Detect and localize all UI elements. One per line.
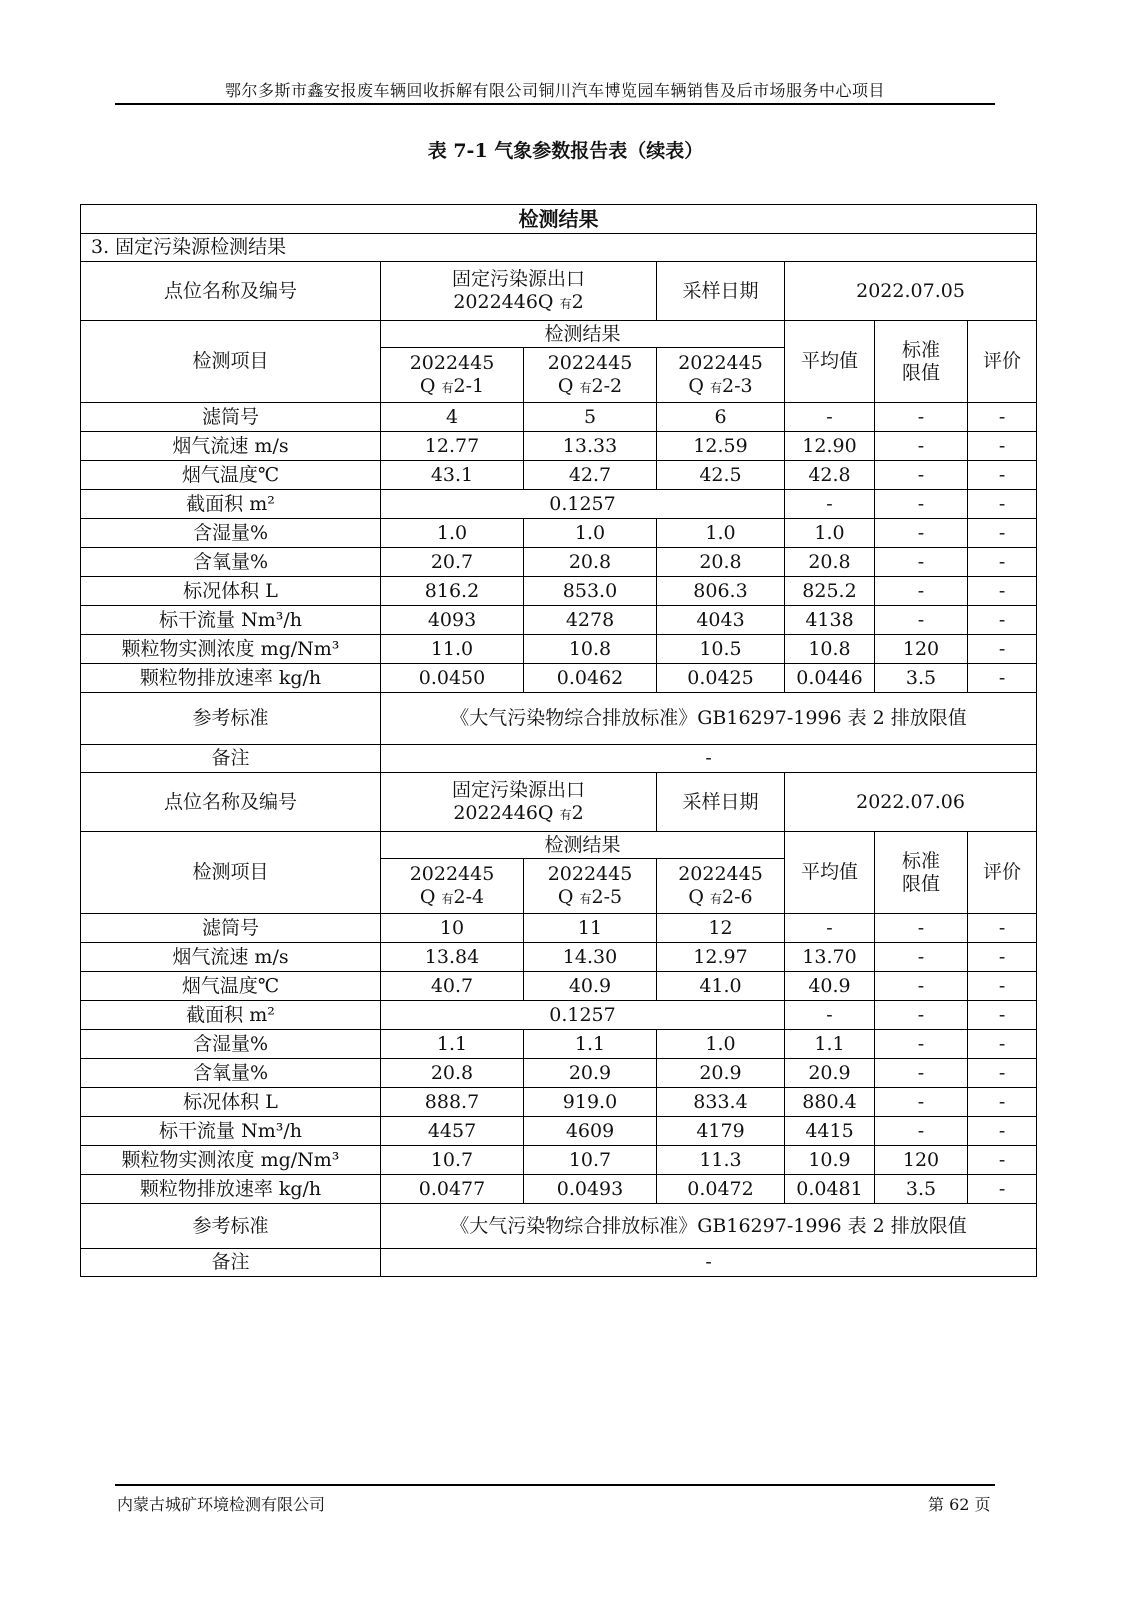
row-average: 825.2 [785, 577, 875, 606]
row-value: 40.9 [524, 972, 657, 1001]
sampling-date-value: 2022.07.06 [785, 773, 1037, 832]
row-value: 4093 [381, 606, 524, 635]
reference-value: 《大气污染物综合排放标准》GB16297-1996 表 2 排放限值 [381, 693, 1037, 745]
sample-code-cell [381, 859, 524, 914]
table-row [81, 943, 1037, 972]
row-value: 5 [524, 403, 657, 432]
row-evaluation: - [968, 972, 1037, 1001]
row-item: 颗粒物实测浓度 mg/Nm³ [81, 1146, 381, 1175]
row-value: 10.8 [524, 635, 657, 664]
sample-subscript: 有 [441, 381, 454, 395]
sample-code-cell [657, 348, 785, 403]
row-average: - [785, 914, 875, 943]
row-limit: - [875, 943, 968, 972]
row-value: 0.0472 [657, 1175, 785, 1204]
reference-value: 《大气污染物综合排放标准》GB16297-1996 表 2 排放限值 [381, 1204, 1037, 1249]
row-item: 颗粒物实测浓度 mg/Nm³ [81, 635, 381, 664]
sample-q: Q [688, 375, 704, 397]
table-row [81, 606, 1037, 635]
row-value: 0.0425 [657, 664, 785, 693]
sample-code: 2022445 [678, 863, 763, 886]
limit-header-line1: 标准 [901, 338, 940, 361]
row-limit: - [875, 914, 968, 943]
table-row [81, 1175, 1037, 1204]
table-row [81, 461, 1037, 490]
row-value: 40.7 [381, 972, 524, 1001]
row-average: 4138 [785, 606, 875, 635]
row-limit: - [875, 606, 968, 635]
sample-q: Q [557, 886, 574, 908]
row-value: 0.0477 [381, 1175, 524, 1204]
row-value: 816.2 [381, 577, 524, 606]
results-header: 检测结果 [381, 321, 785, 348]
table-row [81, 519, 1037, 548]
row-value: 4278 [524, 606, 657, 635]
sample-code-cell [524, 348, 657, 403]
row-average: 10.8 [785, 635, 875, 664]
row-value: 12.97 [657, 943, 785, 972]
evaluation-header: 评价 [968, 832, 1037, 914]
row-value: 4 [381, 403, 524, 432]
row-limit: - [875, 548, 968, 577]
limit-header-line1: 标准 [901, 849, 940, 872]
row-limit: 120 [875, 1146, 968, 1175]
row-average: 12.90 [785, 432, 875, 461]
row-value: 20.8 [524, 548, 657, 577]
row-evaluation: - [968, 1175, 1037, 1204]
row-limit: - [875, 403, 968, 432]
sample-code: 2022445 [547, 863, 633, 886]
row-item: 烟气温度℃ [81, 461, 381, 490]
site-code-suffix: 2 [571, 802, 584, 824]
row-value: 14.30 [524, 943, 657, 972]
row-evaluation: - [968, 943, 1037, 972]
row-average: 0.0481 [785, 1175, 875, 1204]
sampling-date-label: 采样日期 [657, 262, 785, 321]
sampling-date-value: 2022.07.05 [785, 262, 1037, 321]
row-value: 11.0 [381, 635, 524, 664]
sample-code-cell [381, 348, 524, 403]
average-header: 平均值 [785, 321, 875, 403]
row-value: 0.0493 [524, 1175, 657, 1204]
row-evaluation: - [968, 577, 1037, 606]
table-row [81, 1059, 1037, 1088]
row-value: 12.59 [657, 432, 785, 461]
row-item: 标干流量 Nm³/h [81, 1117, 381, 1146]
row-value: 42.5 [657, 461, 785, 490]
site-code: 2022446Q [453, 802, 554, 824]
row-average: 880.4 [785, 1088, 875, 1117]
limit-header-line2: 限值 [901, 872, 940, 895]
row-limit: - [875, 1088, 968, 1117]
row-value: 41.0 [657, 972, 785, 1001]
site-code-subscript: 有 [559, 808, 572, 822]
row-average: 0.0446 [785, 664, 875, 693]
sample-subscript: 有 [579, 892, 592, 906]
table-row [81, 432, 1037, 461]
limit-header [875, 832, 968, 914]
site-name-cell [381, 773, 657, 832]
row-value: 4457 [381, 1117, 524, 1146]
site-name: 固定污染源出口 [451, 268, 585, 291]
row-value: 853.0 [524, 577, 657, 606]
table-row [81, 490, 1037, 519]
site-label: 点位名称及编号 [81, 773, 381, 832]
sampling-date-label: 采样日期 [657, 773, 785, 832]
row-merged-value: 0.1257 [381, 490, 785, 519]
sample-subscript: 有 [710, 892, 723, 906]
table-row [81, 548, 1037, 577]
row-value: 20.7 [381, 548, 524, 577]
row-evaluation: - [968, 548, 1037, 577]
sample-code: 2022445 [409, 352, 495, 375]
row-evaluation: - [968, 1030, 1037, 1059]
evaluation-header: 评价 [968, 321, 1037, 403]
header-rule [115, 103, 995, 105]
table-row [81, 1088, 1037, 1117]
row-limit: - [875, 519, 968, 548]
row-limit: - [875, 461, 968, 490]
row-average: 42.8 [785, 461, 875, 490]
row-item: 标况体积 L [81, 1088, 381, 1117]
site-code-subscript: 有 [559, 297, 572, 311]
row-evaluation: - [968, 490, 1037, 519]
table-row [81, 1030, 1037, 1059]
table-heading: 检测结果 [81, 205, 1037, 234]
row-limit: - [875, 490, 968, 519]
row-average: - [785, 403, 875, 432]
row-limit: - [875, 577, 968, 606]
row-value: 806.3 [657, 577, 785, 606]
row-item: 含氧量% [81, 1059, 381, 1088]
row-value: 11.3 [657, 1146, 785, 1175]
table-row [81, 1146, 1037, 1175]
row-value: 20.9 [524, 1059, 657, 1088]
row-evaluation: - [968, 461, 1037, 490]
sample-subscript: 有 [710, 381, 723, 395]
row-merged-value: 0.1257 [381, 1001, 785, 1030]
row-evaluation: - [968, 664, 1037, 693]
row-value: 1.0 [524, 519, 657, 548]
site-code-suffix: 2 [571, 291, 584, 313]
row-value: 20.8 [657, 548, 785, 577]
row-limit: - [875, 1059, 968, 1088]
sample-suffix: 2-5 [591, 886, 623, 908]
sample-code-cell [657, 859, 785, 914]
average-header: 平均值 [785, 832, 875, 914]
table-title: 表 7-1 气象参数报告表（续表） [427, 140, 704, 162]
row-evaluation: - [968, 1088, 1037, 1117]
row-evaluation: - [968, 606, 1037, 635]
sample-q: Q [557, 375, 574, 397]
sample-q: Q [419, 886, 436, 908]
sample-q: Q [688, 886, 704, 908]
remarks-value: - [381, 1249, 1037, 1277]
row-limit: - [875, 972, 968, 1001]
row-item: 烟气流速 m/s [81, 943, 381, 972]
row-item: 含氧量% [81, 548, 381, 577]
row-value: 12.77 [381, 432, 524, 461]
footer-page-number: 第 62 页 [928, 1495, 991, 1514]
limit-header-line2: 限值 [901, 361, 940, 384]
row-limit: 120 [875, 635, 968, 664]
row-value: 10.7 [381, 1146, 524, 1175]
page-header: 鄂尔多斯市鑫安报废车辆回收拆解有限公司铜川汽车博览园车辆销售及后市场服务中心项目 [224, 81, 885, 100]
row-value: 888.7 [381, 1088, 524, 1117]
row-value: 43.1 [381, 461, 524, 490]
row-value: 1.0 [657, 519, 785, 548]
row-evaluation: - [968, 914, 1037, 943]
remarks-label: 备注 [81, 1249, 381, 1277]
table-row [81, 403, 1037, 432]
limit-header [875, 321, 968, 403]
sample-code: 2022445 [678, 352, 763, 375]
row-item: 标况体积 L [81, 577, 381, 606]
item-header: 检测项目 [81, 832, 381, 914]
row-item: 标干流量 Nm³/h [81, 606, 381, 635]
table-row [81, 577, 1037, 606]
row-value: 0.0462 [524, 664, 657, 693]
row-value: 13.33 [524, 432, 657, 461]
sample-code-cell [524, 859, 657, 914]
sample-q: Q [419, 375, 436, 397]
remarks-value: - [381, 745, 1037, 773]
row-item: 滤筒号 [81, 914, 381, 943]
sample-suffix: 2-3 [722, 375, 753, 397]
row-value: 20.8 [381, 1059, 524, 1088]
row-evaluation: - [968, 403, 1037, 432]
sample-subscript: 有 [441, 892, 454, 906]
row-average: 13.70 [785, 943, 875, 972]
row-limit: - [875, 432, 968, 461]
row-average: 20.9 [785, 1059, 875, 1088]
site-name: 固定污染源出口 [451, 779, 585, 802]
row-limit: 3.5 [875, 1175, 968, 1204]
table-row [81, 635, 1037, 664]
reference-label: 参考标准 [81, 1204, 381, 1249]
section-label: 3. 固定污染源检测结果 [81, 234, 1037, 262]
sample-subscript: 有 [579, 381, 592, 395]
row-limit: - [875, 1001, 968, 1030]
row-value: 11 [524, 914, 657, 943]
row-item: 截面积 m² [81, 490, 381, 519]
row-value: 20.9 [657, 1059, 785, 1088]
row-value: 10 [381, 914, 524, 943]
row-evaluation: - [968, 1117, 1037, 1146]
row-average: 20.8 [785, 548, 875, 577]
site-label: 点位名称及编号 [81, 262, 381, 321]
row-limit: - [875, 1030, 968, 1059]
row-value: 919.0 [524, 1088, 657, 1117]
row-average: 1.1 [785, 1030, 875, 1059]
sample-suffix: 2-1 [453, 375, 485, 397]
row-evaluation: - [968, 519, 1037, 548]
sample-suffix: 2-2 [591, 375, 623, 397]
table-row [81, 1001, 1037, 1030]
table-row [81, 1117, 1037, 1146]
row-average: 10.9 [785, 1146, 875, 1175]
row-evaluation: - [968, 635, 1037, 664]
row-value: 4043 [657, 606, 785, 635]
row-value: 0.0450 [381, 664, 524, 693]
sample-suffix: 2-4 [453, 886, 485, 908]
row-evaluation: - [968, 1001, 1037, 1030]
row-item: 颗粒物排放速率 kg/h [81, 664, 381, 693]
table-row [81, 972, 1037, 1001]
row-value: 1.0 [657, 1030, 785, 1059]
remarks-label: 备注 [81, 745, 381, 773]
row-value: 4609 [524, 1117, 657, 1146]
row-item: 含湿量% [81, 1030, 381, 1059]
row-value: 42.7 [524, 461, 657, 490]
row-value: 1.1 [524, 1030, 657, 1059]
row-average: 1.0 [785, 519, 875, 548]
row-limit: 3.5 [875, 664, 968, 693]
row-limit: - [875, 1117, 968, 1146]
results-table [80, 204, 1037, 1277]
row-value: 1.1 [381, 1030, 524, 1059]
row-value: 833.4 [657, 1088, 785, 1117]
reference-label: 参考标准 [81, 693, 381, 745]
site-name-cell [381, 262, 657, 321]
row-average: 4415 [785, 1117, 875, 1146]
row-average: - [785, 490, 875, 519]
row-evaluation: - [968, 1059, 1037, 1088]
row-average: - [785, 1001, 875, 1030]
site-code: 2022446Q [453, 291, 554, 313]
row-value: 1.0 [381, 519, 524, 548]
row-item: 颗粒物排放速率 kg/h [81, 1175, 381, 1204]
sample-suffix: 2-6 [722, 886, 753, 908]
row-item: 含湿量% [81, 519, 381, 548]
sample-code: 2022445 [547, 352, 633, 375]
item-header: 检测项目 [81, 321, 381, 403]
row-value: 10.7 [524, 1146, 657, 1175]
results-header: 检测结果 [381, 832, 785, 859]
footer-rule [115, 1484, 995, 1486]
row-value: 13.84 [381, 943, 524, 972]
row-evaluation: - [968, 432, 1037, 461]
row-value: 10.5 [657, 635, 785, 664]
row-item: 滤筒号 [81, 403, 381, 432]
row-value: 12 [657, 914, 785, 943]
row-evaluation: - [968, 1146, 1037, 1175]
sample-code: 2022445 [409, 863, 495, 886]
table-row [81, 664, 1037, 693]
row-value: 4179 [657, 1117, 785, 1146]
footer-company: 内蒙古城矿环境检测有限公司 [117, 1495, 326, 1514]
row-item: 烟气温度℃ [81, 972, 381, 1001]
row-item: 烟气流速 m/s [81, 432, 381, 461]
row-item: 截面积 m² [81, 1001, 381, 1030]
row-average: 40.9 [785, 972, 875, 1001]
row-value: 6 [657, 403, 785, 432]
table-row [81, 914, 1037, 943]
